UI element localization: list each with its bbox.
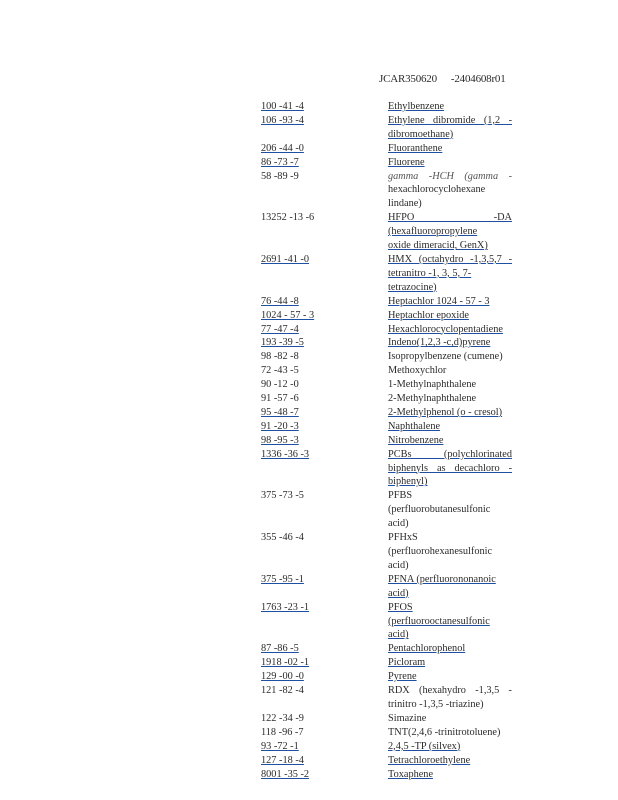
chemical-name-cell — [388, 601, 512, 643]
cas-number: 91 -20 -3 — [261, 420, 299, 432]
cas-number-cell — [261, 100, 388, 114]
chemical-name-line: Simazine — [388, 712, 427, 724]
chemical-name-line: Naphthalene — [388, 420, 441, 432]
cas-number: 91 -57 -6 — [261, 393, 299, 405]
cas-number-cell — [261, 364, 388, 378]
chemical-name-cell — [388, 642, 512, 656]
cas-number: 106 -93 -4 — [261, 114, 304, 126]
table-row — [261, 170, 512, 212]
chemical-name-line: tetranitro -1, 3, 5, 7-tetrazocine) — [388, 267, 472, 293]
cas-number-cell — [261, 350, 388, 364]
chemical-name-line: oxide dimeracid, GenX) — [388, 240, 488, 252]
cas-number-cell — [261, 656, 388, 670]
chemical-name-line: hexachlorocyclohexane — [388, 184, 486, 196]
chemical-name-cell — [388, 378, 512, 392]
chemical-name-line: acid) — [388, 559, 409, 571]
chemical-list-body — [261, 100, 512, 781]
chemical-name-line: Ethylene dibromide (1,2 - — [388, 114, 512, 126]
chemical-name-line: Nitrobenzene — [388, 434, 444, 446]
chemical-name-line: Indeno(1,2,3 -c,d)pyrene — [388, 337, 491, 349]
cas-number: 72 -43 -5 — [261, 365, 299, 377]
chemical-name-line: PCBs (polychlorinated — [388, 448, 512, 460]
cas-number: 1336 -36 -3 — [261, 448, 310, 460]
chemical-name-cell — [388, 170, 512, 212]
table-row — [261, 656, 512, 670]
table-row — [261, 253, 512, 295]
chemical-name-cell — [388, 712, 512, 726]
table-row — [261, 309, 512, 323]
cas-number: 8001 -35 -2 — [261, 768, 310, 780]
chemical-name-line: Isopropylbenzene (cumene) — [388, 351, 503, 363]
chemical-name-line: Toxaphene — [388, 768, 434, 780]
cas-number: 121 -82 -4 — [261, 685, 304, 697]
cas-number-cell — [261, 378, 388, 392]
chemical-name-line: trinitro -1,3,5 -triazine) — [388, 698, 484, 710]
table-row — [261, 350, 512, 364]
cas-number: 90 -12 -0 — [261, 379, 299, 391]
chemical-name-cell — [388, 336, 512, 350]
document-number: -2404608r01 — [450, 73, 506, 85]
cas-number-cell — [261, 156, 388, 170]
chemical-name-line: HMX (octahydro -1,3,5,7 - — [388, 253, 512, 265]
cas-number-cell — [261, 114, 388, 142]
cas-number: 1024 - 57 - 3 — [261, 309, 315, 321]
chemical-name-cell — [388, 420, 512, 434]
cas-number-cell — [261, 336, 388, 350]
chemical-name-cell — [388, 726, 512, 740]
table-row — [261, 420, 512, 434]
chemical-name-line: TNT(2,4,6 -trinitrotoluene) — [388, 726, 501, 738]
table-row — [261, 336, 512, 350]
cas-number-cell — [261, 448, 388, 490]
table-row — [261, 156, 512, 170]
table-row — [261, 448, 512, 490]
chemical-name-line: acid) — [388, 518, 409, 530]
table-row — [261, 684, 512, 712]
cas-number: 98 -82 -8 — [261, 351, 299, 363]
table-row — [261, 142, 512, 156]
chemical-name-cell — [388, 211, 512, 253]
cas-number: 86 -73 -7 — [261, 156, 299, 168]
cas-number-cell — [261, 434, 388, 448]
table-row — [261, 573, 512, 601]
cas-number-cell — [261, 170, 388, 212]
cas-number-cell — [261, 768, 388, 782]
chemical-name-cell — [388, 448, 512, 490]
cas-number: 355 -46 -4 — [261, 532, 304, 544]
table-row — [261, 295, 512, 309]
cas-number: 1763 -23 -1 — [261, 601, 310, 613]
cas-number: 76 -44 -8 — [261, 295, 299, 307]
chemical-name-line: acid) — [388, 629, 409, 641]
chemical-name-cell — [388, 364, 512, 378]
chemical-name-line: Fluoranthene — [388, 142, 443, 154]
table-row — [261, 489, 512, 531]
cas-number: 1918 -02 -1 — [261, 657, 310, 669]
table-row — [261, 211, 512, 253]
chemical-name-cell — [388, 670, 512, 684]
cas-number-cell — [261, 712, 388, 726]
document-id: JCAR350620 — [379, 73, 437, 85]
chemical-name-cell — [388, 406, 512, 420]
chemical-name-line: RDX (hexahydro -1,3,5 - — [388, 685, 512, 697]
chemical-name-cell — [388, 531, 512, 573]
chemical-name-cell — [388, 100, 512, 114]
chemical-name-cell — [388, 392, 512, 406]
table-row — [261, 323, 512, 337]
cas-number: 87 -86 -5 — [261, 643, 299, 655]
chemical-name-cell — [388, 323, 512, 337]
chemical-name-line: Heptachlor 1024 - 57 - 3 — [388, 295, 490, 307]
chemical-name-line: biphenyl) — [388, 476, 428, 488]
table-row — [261, 100, 512, 114]
cas-number: 2691 -41 -0 — [261, 253, 310, 265]
chemical-name-cell — [388, 142, 512, 156]
chemical-name-line: Picloram — [388, 657, 426, 669]
cas-number-cell — [261, 295, 388, 309]
chemical-name-cell — [388, 489, 512, 531]
chemical-name-cell — [388, 656, 512, 670]
table-row — [261, 670, 512, 684]
chemical-name-cell — [388, 156, 512, 170]
cas-number-cell — [261, 726, 388, 740]
cas-number: 129 -00 -0 — [261, 671, 304, 683]
chemical-name-line: 2-Methylnaphthalene — [388, 393, 477, 405]
table-row — [261, 114, 512, 142]
cas-number-cell — [261, 253, 388, 295]
cas-number: 122 -34 -9 — [261, 712, 304, 724]
table-row — [261, 740, 512, 754]
cas-number: 13252 -13 -6 — [261, 212, 315, 224]
cas-number: 93 -72 -1 — [261, 740, 299, 752]
chemical-name-line: Ethylbenzene — [388, 101, 445, 112]
cas-number-cell — [261, 740, 388, 754]
cas-number-cell — [261, 142, 388, 156]
table-row — [261, 378, 512, 392]
chemical-name-line: Hexachlorocyclopentadiene — [388, 323, 503, 335]
cas-number: 206 -44 -0 — [261, 142, 304, 154]
cas-number-cell — [261, 642, 388, 656]
chemical-list-table — [261, 100, 512, 781]
chemical-name-cell — [388, 754, 512, 768]
cas-number: 98 -95 -3 — [261, 434, 299, 446]
cas-number-cell — [261, 323, 388, 337]
cas-number-cell — [261, 211, 388, 253]
chemical-name-line: gamma -HCH (gamma - — [388, 170, 512, 182]
chemical-name-cell — [388, 350, 512, 364]
chemical-name-line: PFHxS (perfluorohexanesulfonic — [388, 532, 493, 557]
cas-number-cell — [261, 406, 388, 420]
cas-number-cell — [261, 489, 388, 531]
table-row — [261, 434, 512, 448]
cas-number: 118 -96 -7 — [261, 726, 304, 738]
cas-number: 127 -18 -4 — [261, 754, 304, 766]
chemical-name-line: HFPO -DA (hexafluoropropylene — [388, 212, 512, 238]
chemical-name-cell — [388, 768, 512, 782]
chemical-name-line: 1-Methylnaphthalene — [388, 379, 477, 391]
cas-number-cell — [261, 684, 388, 712]
chemical-name-cell — [388, 684, 512, 712]
cas-number: 193 -39 -5 — [261, 337, 304, 349]
chemical-name-cell — [388, 573, 512, 601]
chemical-name-line: dibromoethane) — [388, 128, 454, 140]
chemical-name-line: PFBS (perfluorobutanesulfonic — [388, 490, 491, 516]
table-row — [261, 531, 512, 573]
cas-number: 100 -41 -4 — [261, 101, 304, 112]
chemical-name-line: Pentachlorophenol — [388, 643, 466, 655]
chemical-name-line: Heptachlor epoxide — [388, 309, 469, 321]
chemical-name-line: PFOS (perfluorooctanesulfonic — [388, 601, 490, 627]
cas-number: 375 -95 -1 — [261, 573, 304, 585]
chemical-name-line: 2,4,5 -TP (silvex) — [388, 740, 461, 752]
table-row — [261, 406, 512, 420]
chemical-name-line: PFNA (perfluorononanoic acid) — [388, 573, 496, 599]
chemical-name-cell — [388, 295, 512, 309]
cas-number-cell — [261, 573, 388, 601]
chemical-name-line: Pyrene — [388, 671, 417, 683]
table-row — [261, 642, 512, 656]
chemical-name-cell — [388, 114, 512, 142]
cas-number-cell — [261, 754, 388, 768]
table-row — [261, 726, 512, 740]
table-row — [261, 768, 512, 782]
cas-number-cell — [261, 670, 388, 684]
chemical-name-line: 2-Methylphenol (o - cresol) — [388, 406, 503, 418]
chemical-name-cell — [388, 434, 512, 448]
table-row — [261, 392, 512, 406]
cas-number: 375 -73 -5 — [261, 490, 304, 502]
table-row — [261, 754, 512, 768]
cas-number-cell — [261, 601, 388, 643]
table-row — [261, 601, 512, 643]
chemical-name-cell — [388, 740, 512, 754]
chemical-name-line: Fluorene — [388, 156, 425, 168]
chemical-name-line: Methoxychlor — [388, 365, 447, 377]
table-row — [261, 364, 512, 378]
cas-number-cell — [261, 392, 388, 406]
cas-number: 95 -48 -7 — [261, 406, 299, 418]
cas-number-cell — [261, 309, 388, 323]
cas-number-cell — [261, 531, 388, 573]
document-header — [379, 73, 506, 85]
chemical-name-line: lindane) — [388, 198, 422, 210]
chemical-name-cell — [388, 309, 512, 323]
cas-number: 58 -89 -9 — [261, 170, 299, 182]
chemical-name-line: biphenyls as decachloro - — [388, 462, 512, 474]
chemical-name-line: Tetrachloroethylene — [388, 754, 471, 766]
chemical-name-cell — [388, 253, 512, 295]
cas-number-cell — [261, 420, 388, 434]
cas-number: 77 -47 -4 — [261, 323, 299, 335]
table-row — [261, 712, 512, 726]
